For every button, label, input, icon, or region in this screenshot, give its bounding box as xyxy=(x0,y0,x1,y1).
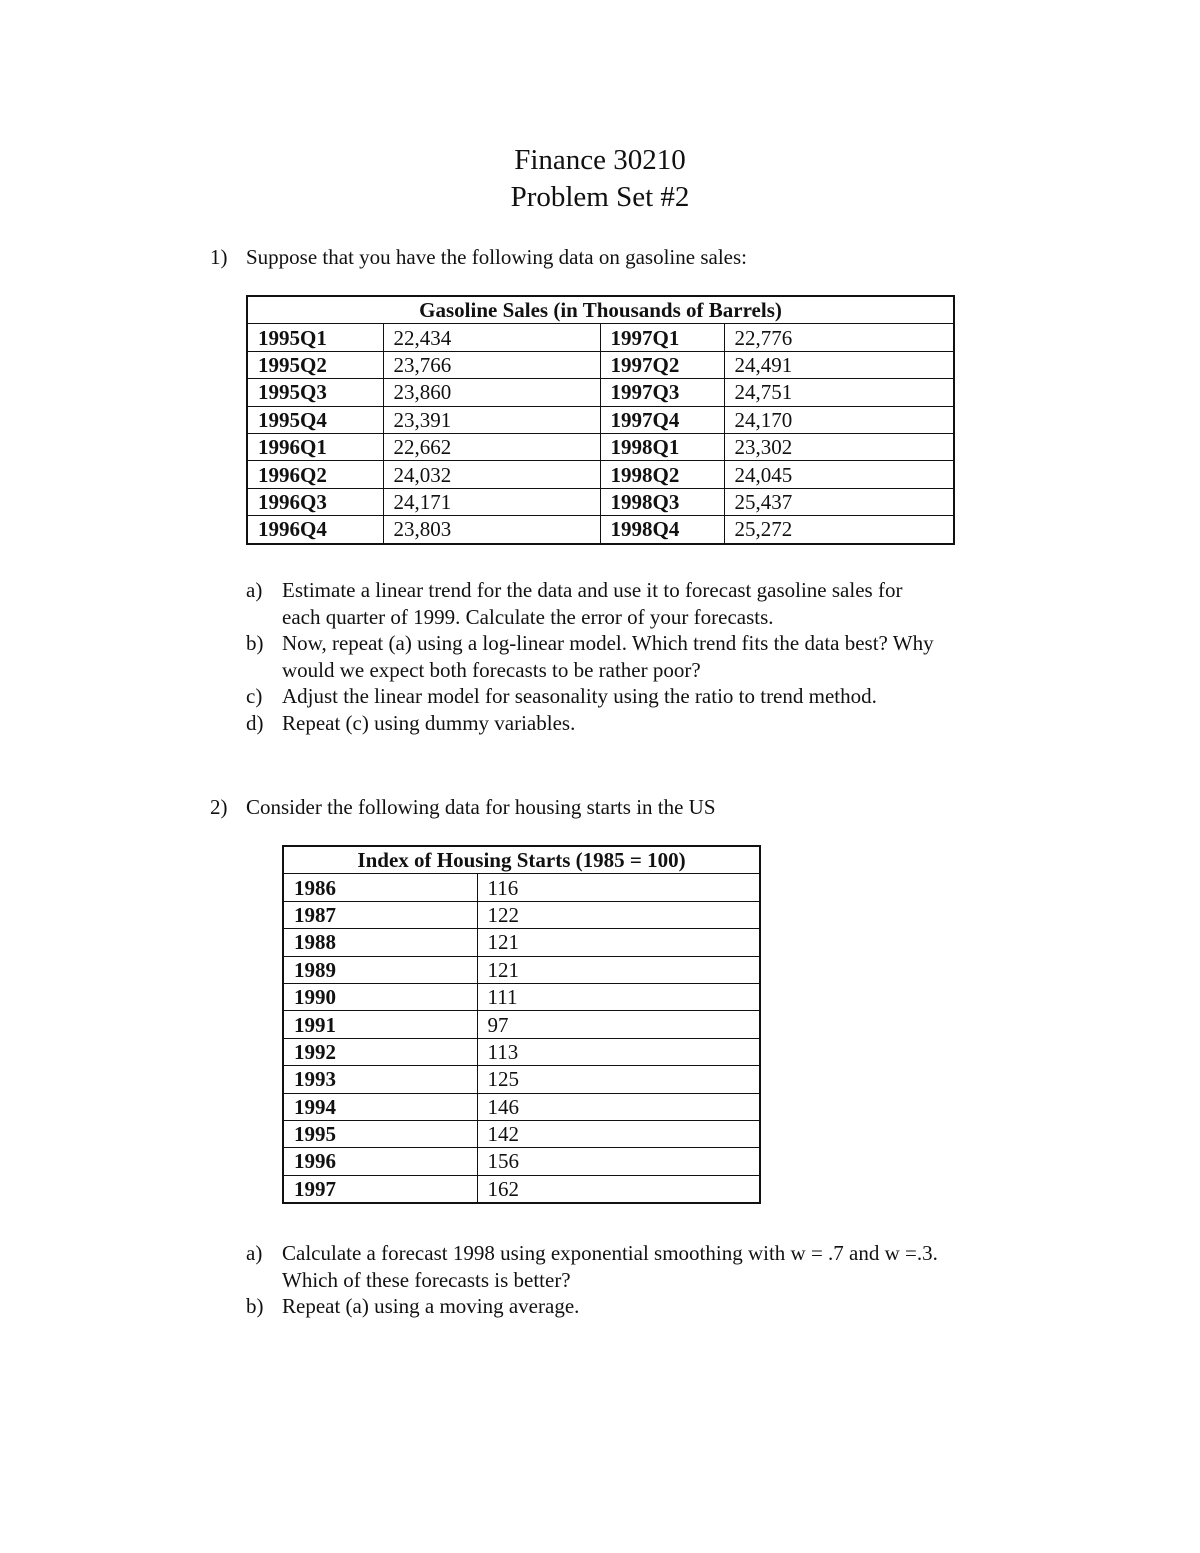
period-label-cell: 1998Q2 xyxy=(600,461,724,488)
period-label-cell: 1995Q1 xyxy=(247,324,383,351)
housing-starts-table xyxy=(282,845,761,1204)
table-row xyxy=(247,406,954,433)
table-row xyxy=(247,351,954,378)
question-2-prompt: Consider the following data for housing starts in the US xyxy=(246,795,716,819)
sales-value-cell: 23,302 xyxy=(724,433,954,460)
sales-value-cell: 23,860 xyxy=(383,379,600,406)
document-title xyxy=(0,142,1200,216)
sub-question-text-line: Now, repeat (a) using a log-linear model. Which trend fits the data best? Why xyxy=(282,631,934,655)
sales-value-cell: 23,391 xyxy=(383,406,600,433)
table-row xyxy=(283,1120,760,1147)
year-cell: 1997 xyxy=(283,1175,477,1203)
sales-value-cell: 25,437 xyxy=(724,488,954,515)
sales-value-cell: 23,766 xyxy=(383,351,600,378)
sub-question-text-line: Repeat (c) using dummy variables. xyxy=(282,710,576,735)
index-value-cell: 113 xyxy=(477,1038,760,1065)
period-label-cell: 1995Q3 xyxy=(247,379,383,406)
sub-question-text-line: Which of these forecasts is better? xyxy=(282,1267,571,1292)
sales-value-cell: 22,662 xyxy=(383,433,600,460)
sub-question-letter: a) xyxy=(246,578,263,602)
index-value-cell: 116 xyxy=(477,874,760,901)
gasoline-sales-table xyxy=(246,295,955,545)
index-value-cell: 156 xyxy=(477,1148,760,1175)
period-label-cell: 1998Q4 xyxy=(600,516,724,544)
year-cell: 1988 xyxy=(283,929,477,956)
index-value-cell: 146 xyxy=(477,1093,760,1120)
index-value-cell: 162 xyxy=(477,1175,760,1203)
sales-value-cell: 24,171 xyxy=(383,488,600,515)
gasoline-table-body xyxy=(247,324,954,544)
table-row xyxy=(283,1011,760,1038)
table-row xyxy=(283,929,760,956)
sales-value-cell: 25,272 xyxy=(724,516,954,544)
period-label-cell: 1996Q3 xyxy=(247,488,383,515)
index-value-cell: 97 xyxy=(477,1011,760,1038)
table-caption-row xyxy=(247,296,954,324)
sub-question-letter: a) xyxy=(246,1241,263,1265)
sub-question-text-line: Repeat (a) using a moving average. xyxy=(282,1294,580,1318)
question-1-number: 1) xyxy=(210,245,228,269)
sub-question xyxy=(246,683,1046,710)
period-label-cell: 1996Q4 xyxy=(247,516,383,544)
table-row xyxy=(247,516,954,544)
course-title: Finance 30210 xyxy=(514,144,686,176)
sub-question-letter: c) xyxy=(246,684,263,708)
period-label-cell: 1997Q2 xyxy=(600,351,724,378)
sales-value-cell: 22,776 xyxy=(724,324,954,351)
table-row xyxy=(283,956,760,983)
sub-question-letter: d) xyxy=(246,710,264,735)
table-row xyxy=(283,1038,760,1065)
index-value-cell: 121 xyxy=(477,956,760,983)
year-cell: 1996 xyxy=(283,1148,477,1175)
table-row xyxy=(283,1175,760,1203)
sales-value-cell: 22,434 xyxy=(383,324,600,351)
year-cell: 1992 xyxy=(283,1038,477,1065)
period-label-cell: 1998Q3 xyxy=(600,488,724,515)
table-row xyxy=(247,488,954,515)
index-value-cell: 111 xyxy=(477,983,760,1010)
index-value-cell: 121 xyxy=(477,929,760,956)
year-cell: 1994 xyxy=(283,1093,477,1120)
sales-value-cell: 24,032 xyxy=(383,461,600,488)
year-cell: 1986 xyxy=(283,874,477,901)
table-caption-row xyxy=(283,846,760,874)
gasoline-table-caption: Gasoline Sales (in Thousands of Barrels) xyxy=(247,296,954,324)
sub-question-text-line: would we expect both forecasts to be rather poor? xyxy=(282,657,701,682)
table-row xyxy=(247,433,954,460)
period-label-cell: 1995Q4 xyxy=(247,406,383,433)
year-cell: 1993 xyxy=(283,1066,477,1093)
table-row xyxy=(283,901,760,928)
year-cell: 1991 xyxy=(283,1011,477,1038)
period-label-cell: 1997Q4 xyxy=(600,406,724,433)
period-label-cell: 1995Q2 xyxy=(247,351,383,378)
question-1-prompt: Suppose that you have the following data on gasoline sales: xyxy=(246,245,747,269)
period-label-cell: 1997Q3 xyxy=(600,379,724,406)
question-2-number: 2) xyxy=(210,795,228,819)
table-row xyxy=(283,1093,760,1120)
housing-table-body xyxy=(283,874,760,1203)
sub-question xyxy=(246,710,1046,737)
year-cell: 1989 xyxy=(283,956,477,983)
sub-question-text-line: Estimate a linear trend for the data and use it to forecast gasoline sales for xyxy=(282,578,903,602)
period-label-cell: 1996Q2 xyxy=(247,461,383,488)
sub-question xyxy=(246,630,1046,683)
sales-value-cell: 24,751 xyxy=(724,379,954,406)
table-row xyxy=(247,324,954,351)
period-label-cell: 1996Q1 xyxy=(247,433,383,460)
index-value-cell: 142 xyxy=(477,1120,760,1147)
question-1-parts xyxy=(246,577,1046,736)
housing-table-caption: Index of Housing Starts (1985 = 100) xyxy=(283,846,760,874)
sub-question xyxy=(246,577,1046,630)
year-cell: 1995 xyxy=(283,1120,477,1147)
index-value-cell: 125 xyxy=(477,1066,760,1093)
year-cell: 1987 xyxy=(283,901,477,928)
sub-question-text-line: each quarter of 1999. Calculate the error of your forecasts. xyxy=(282,604,774,629)
table-row xyxy=(283,1066,760,1093)
sub-question xyxy=(246,1293,1046,1320)
assignment-title: Problem Set #2 xyxy=(510,181,690,213)
table-row xyxy=(283,1148,760,1175)
sub-question-letter: b) xyxy=(246,631,264,655)
sub-question-text-line: Calculate a forecast 1998 using exponential smoothing with w = .7 and w =.3. xyxy=(282,1241,938,1265)
sales-value-cell: 24,045 xyxy=(724,461,954,488)
sales-value-cell: 24,491 xyxy=(724,351,954,378)
question-2-parts xyxy=(246,1240,1046,1320)
table-row xyxy=(247,461,954,488)
period-label-cell: 1998Q1 xyxy=(600,433,724,460)
year-cell: 1990 xyxy=(283,983,477,1010)
table-row xyxy=(247,379,954,406)
table-row xyxy=(283,983,760,1010)
index-value-cell: 122 xyxy=(477,901,760,928)
table-row xyxy=(283,874,760,901)
period-label-cell: 1997Q1 xyxy=(600,324,724,351)
sub-question-letter: b) xyxy=(246,1294,264,1318)
sub-question-text-line: Adjust the linear model for seasonality using the ratio to trend method. xyxy=(282,684,877,708)
sub-question xyxy=(246,1240,1046,1293)
sales-value-cell: 24,170 xyxy=(724,406,954,433)
sales-value-cell: 23,803 xyxy=(383,516,600,544)
